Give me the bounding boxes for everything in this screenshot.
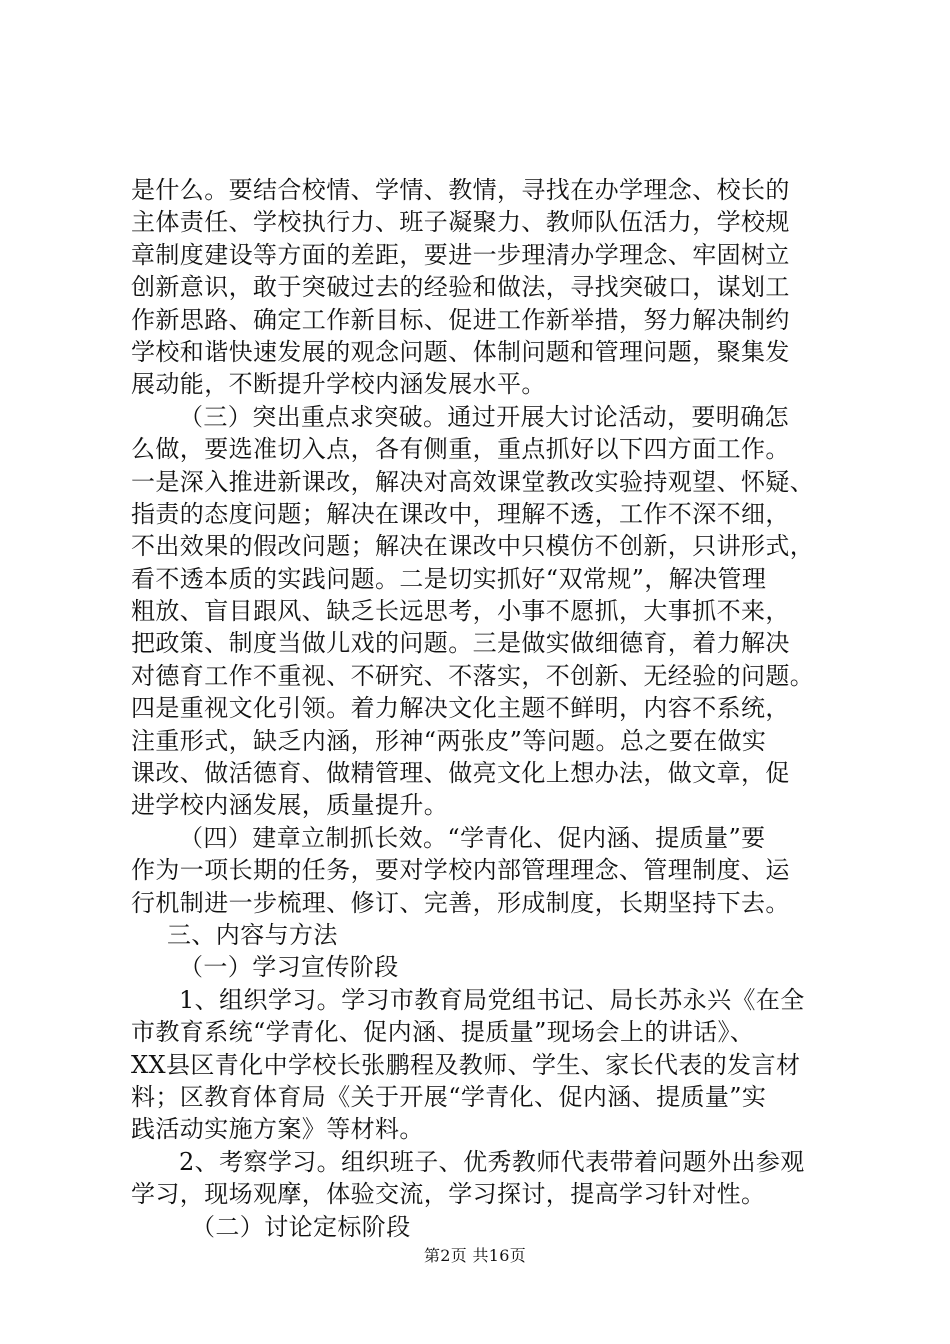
document-body: [131, 174, 831, 1243]
text-line: 创新意识，敢于突破过去的经验和做法，寻找突破口，谋划工: [131, 273, 790, 302]
text-line: 进学校内涵发展，质量提升。: [131, 791, 449, 820]
text-line: 么做，要选准切入点，各有侧重，重点抓好以下四方面工作。: [131, 435, 790, 464]
text-line: 作为一项长期的任务，要对学校内部管理理念、管理制度、运: [131, 856, 790, 885]
text-line: 指责的态度问题；解决在课改中，理解不透，工作不深不细，: [131, 499, 790, 528]
text-line: 践活动实施方案》等材料。: [131, 1115, 424, 1144]
text-line: （二）讨论定标阶段: [191, 1212, 411, 1241]
text-line: 主体责任、学校执行力、班子凝聚力、教师队伍活力，学校规: [131, 208, 790, 237]
text-line: XX县区青化中学校长张鹏程及教师、学生、家长代表的发言材: [131, 1050, 801, 1079]
text-line: （一）学习宣传阶段: [179, 953, 399, 982]
text-line: 注重形式，缺乏内涵，形神“两张皮”等问题。总之要在做实: [131, 726, 767, 755]
text-line: 看不透本质的实践问题。二是切实抓好“双常规”，解决管理: [131, 564, 767, 593]
text-line: 2、考察学习。组织班子、优秀教师代表带着问题外出参观: [179, 1147, 805, 1176]
text-line: （四）建章立制抓长效。“学青化、促内涵、提质量”要: [179, 823, 766, 852]
text-line: 行机制进一步梳理、修订、完善，形成制度，长期坚持下去。: [131, 888, 790, 917]
text-line: 市教育系统“学青化、促内涵、提质量”现场会上的讲话》、: [131, 1018, 755, 1047]
text-line: 三、内容与方法: [167, 920, 338, 949]
text-line: 章制度建设等方面的差距，要进一步理清办学理念、牢固树立: [131, 240, 790, 269]
text-line: 展动能，不断提升学校内涵发展水平。: [131, 370, 546, 399]
text-line: 课改、做活德育、做精管理、做亮文化上想办法，做文章，促: [131, 759, 790, 788]
text-line: 料；区教育体育局《关于开展“学青化、促内涵、提质量”实: [131, 1082, 767, 1111]
text-line: 学校和谐快速发展的观念问题、体制问题和管理问题，聚集发: [131, 337, 790, 366]
text-line: 作新思路、确定工作新目标、促进工作新举措，努力解决制约: [131, 305, 790, 334]
page-footer: 第2页 共16页: [423, 1246, 527, 1265]
text-line: 把政策、制度当做儿戏的问题。三是做实做细德育，着力解决: [131, 629, 790, 658]
text-line: 粗放、盲目跟风、缺乏长远思考，小事不愿抓，大事抓不来，: [131, 597, 790, 626]
text-line: （三）突出重点求突破。通过开展大讨论活动，要明确怎: [179, 402, 789, 431]
text-line: 是什么。要结合校情、学情、教情，寻找在办学理念、校长的: [131, 176, 790, 204]
text-line: 一是深入推进新课改，解决对高效课堂教改实验持观望、怀疑、: [131, 467, 815, 496]
text-line: 学习，现场观摩，体验交流，学习探讨，提高学习针对性。: [131, 1180, 766, 1209]
text-line: 对德育工作不重视、不研究、不落实，不创新、无经验的问题。: [131, 661, 815, 690]
text-line: 不出效果的假改问题；解决在课改中只模仿不创新，只讲形式，: [131, 532, 815, 561]
text-line: 四是重视文化引领。着力解决文化主题不鲜明，内容不系统，: [131, 694, 790, 723]
text-line: 1、组织学习。学习市教育局党组书记、局长苏永兴《在全: [179, 985, 805, 1014]
